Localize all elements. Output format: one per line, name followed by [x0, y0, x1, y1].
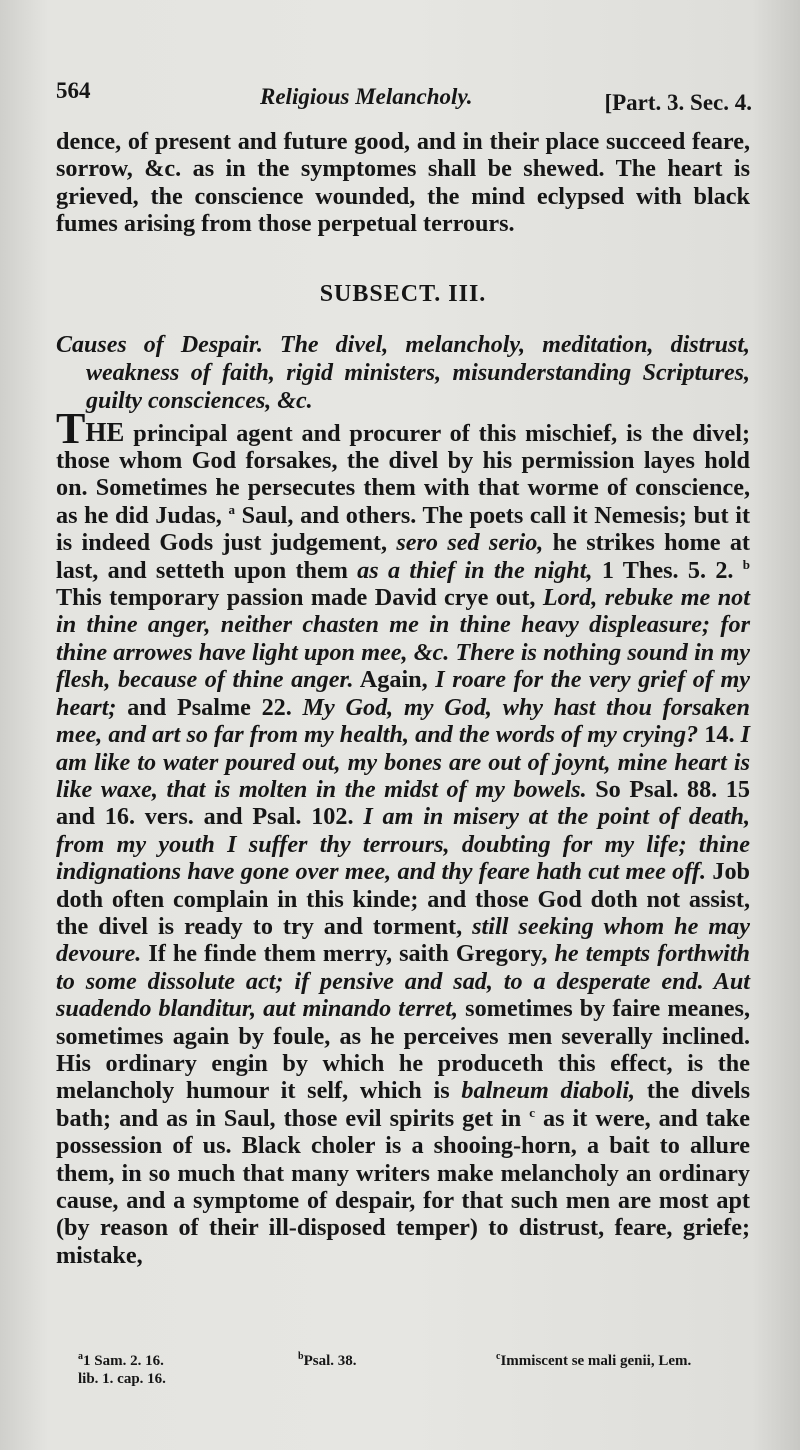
- italic-run: he tempts forthwith to some dissolute act; if pensive and sad, to a desperate end. Aut suadendo blanditur, aut minando terret,: [56, 940, 750, 1023]
- text-run: Job doth often complain in this kinde; and those God doth not assist, the divel is ready to try and torment,: [56, 858, 751, 940]
- text-run: 14.: [698, 721, 741, 749]
- subsection-argument: Causes of Despair. The divel, melancholy, meditation, distrust, weakness of faith, rigid ministers, misunderstanding Scriptures, guilty consciences, &c.: [56, 331, 750, 414]
- text-run: sometimes by faire meanes, sometimes again by foule, as he perceives men severally inclined. His ordinary engin by which he produceth this effect, is the melancholy humour it self, which is: [56, 995, 750, 1105]
- text-run: If he finde them merry, saith Gregory,: [141, 940, 555, 968]
- text-run: principal agent and procurer of this mischief, is the divel; those whom God forsakes, the divel by his permission layes hold on. Sometimes he persecutes them with that worme of conscience, as he did Judas,: [56, 419, 750, 529]
- small-caps-opening: HE: [85, 416, 125, 447]
- opening-paragraph: dence, of present and future good, and in their place succeed feare, sorrow, &c. as in the symptomes shall be shewed. The heart is grieved, the conscience wounded, the mind eclypsed with black fumes arising from those perpetual terrours.: [56, 128, 750, 238]
- italic-run: I am like to water poured out, my bones are out of joynt, mine heart is like waxe, that is molten in the midst of my bowels.: [56, 721, 751, 803]
- italic-run: as a thief in the night,: [357, 556, 593, 584]
- text-run: and Psalme 22.: [116, 693, 303, 721]
- text-run: Again,: [353, 666, 436, 694]
- page-header: [56, 78, 752, 118]
- page-number: 564: [56, 78, 91, 103]
- italic-run: Lord, rebuke me not in thine anger, neither chasten me in thine heavy displeasure; for thine arrowes have light upon mee, &c. There is nothing sound in my flesh, because of thine anger.: [56, 584, 750, 694]
- footnote-text: Psal. 38.: [303, 1353, 357, 1369]
- section-reference: [Part. 3. Sec. 4.: [604, 90, 752, 115]
- footnote-text: lib. 1. cap. 16.: [78, 1371, 166, 1387]
- text-run: as it were, and take possession of us. Black choler is a shooing-horn, a bait to allure them, in so much that many writers make melancholy an ordinary cause, and a symptome of despair, for that such men are most apt (by reason of their ill-disposed temper) to distrust, feare, griefe; mistake,: [56, 1104, 750, 1269]
- text-run: 1 Thes. 5. 2.: [592, 556, 743, 584]
- footnote-mark: a: [78, 1351, 83, 1362]
- italic-run: sero sed serio,: [396, 529, 544, 557]
- footnote-text: 1 Sam. 2. 16.: [83, 1353, 164, 1369]
- text-run: So Psal. 88. 15 and 16. vers. and Psal. 102.: [56, 775, 750, 831]
- subsection-heading: SUBSECT. III.: [319, 280, 487, 307]
- footnote-text: Immiscent se mali genii, Lem.: [500, 1353, 692, 1369]
- drop-cap: T: [56, 403, 86, 453]
- footnote-mark: b: [298, 1351, 304, 1362]
- footnote-marker-b: b: [742, 556, 750, 572]
- main-paragraph: [56, 403, 751, 1270]
- italic-run: I am in misery at the point of death, from my youth I suffer thy terrours, doubting for my life; thine indignations have gone over mee, and thy feare hath cut mee off.: [56, 803, 750, 886]
- text-run: Saul, and others. The poets call it Nemesis; but it is indeed Gods just judgement,: [56, 501, 751, 557]
- text-run: he strikes home at last, and setteth upon them: [56, 529, 750, 584]
- footnote-a: [78, 1352, 166, 1388]
- footnote-c: [496, 1352, 691, 1370]
- text-run: the divels bath; and as in Saul, those evil spirits get in: [56, 1077, 750, 1132]
- italic-run: My God, my God, why hast thou forsaken mee, and art so far from my health, and the words of my crying?: [56, 693, 750, 749]
- text-run: This temporary passion made David crye out,: [56, 584, 543, 612]
- italic-run: I roare for the very grief of my heart;: [56, 666, 751, 721]
- page-body: [56, 128, 750, 1269]
- italic-run: still seeking whom he may devoure.: [56, 912, 750, 968]
- footnote-mark: c: [496, 1351, 501, 1362]
- running-title: Religious Melancholy.: [260, 84, 473, 109]
- footnote-marker-c: c: [529, 1104, 536, 1120]
- footnote-b: [298, 1352, 356, 1370]
- footnote-marker-a: a: [228, 501, 236, 517]
- italic-run: balneum diaboli,: [461, 1077, 636, 1105]
